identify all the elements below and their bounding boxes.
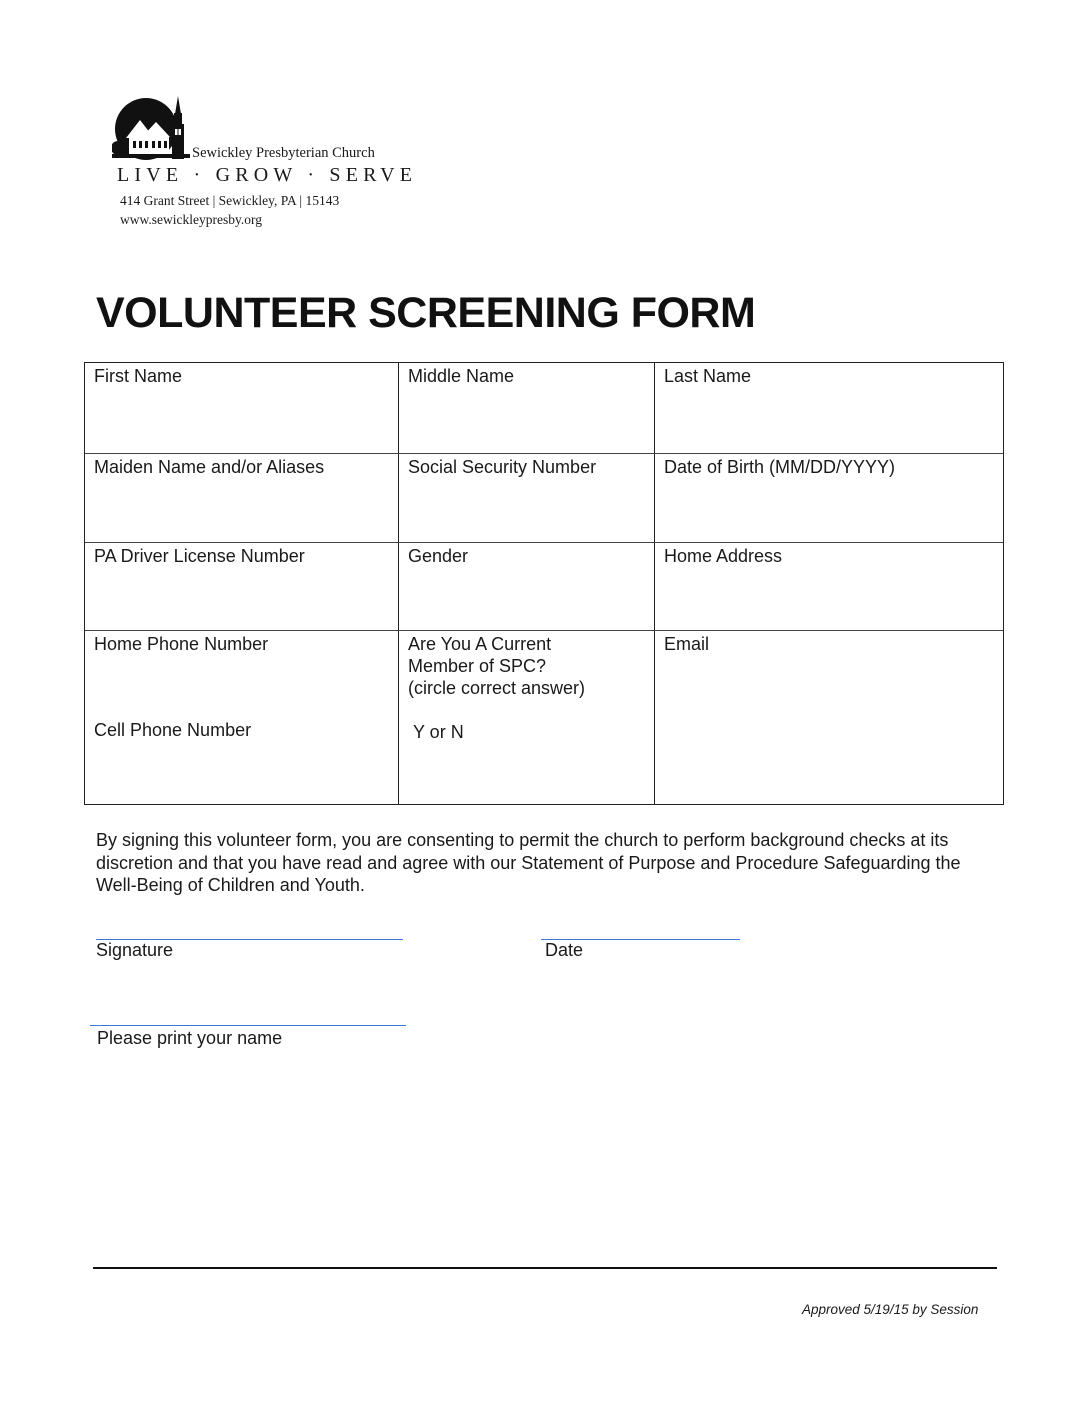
member-question-hint: (circle correct answer) <box>408 678 586 698</box>
home-phone-label: Home Phone Number <box>94 634 269 654</box>
consent-statement: By signing this volunteer form, you are consenting to permit the church to perform background checks at its discretion and that you have read and agree with our Statement of Purpose and Procedure Safeguarding the Well-Being of Children and Youth. <box>96 830 961 895</box>
dob-field[interactable] <box>655 454 1003 542</box>
date-label: Date <box>545 940 584 960</box>
volunteer-form-table <box>84 362 1004 805</box>
gender-label: Gender <box>408 546 469 566</box>
first-name-field[interactable] <box>85 363 398 453</box>
church-name: Sewickley Presbyterian Church <box>192 145 375 161</box>
gender-field[interactable] <box>399 543 654 630</box>
signature-label: Signature <box>96 940 174 960</box>
email-label: Email <box>664 634 710 654</box>
license-label: PA Driver License Number <box>94 546 305 566</box>
member-question-line: Are You A Current <box>408 634 552 654</box>
phone-field[interactable] <box>85 631 398 803</box>
approval-note: Approved 5/19/15 by Session <box>802 1302 979 1317</box>
maiden-name-field[interactable] <box>85 454 398 542</box>
letterhead <box>112 92 418 232</box>
last-name-label: Last Name <box>664 366 752 386</box>
church-address: 414 Grant Street | Sewickley, PA | 15143 <box>120 193 340 208</box>
member-answer-options[interactable]: Y or N <box>413 722 464 742</box>
church-tagline: LIVE · GROW · SERVE <box>117 164 418 186</box>
church-logo-icon <box>112 92 192 162</box>
print-name-label: Please print your name <box>97 1028 283 1048</box>
maiden-name-label: Maiden Name and/or Aliases <box>94 457 325 477</box>
home-address-label: Home Address <box>664 546 783 566</box>
print-name-line[interactable] <box>90 1025 406 1026</box>
ssn-field[interactable] <box>399 454 654 542</box>
page-title: VOLUNTEER SCREENING FORM <box>96 289 756 337</box>
first-name-label: First Name <box>94 366 183 386</box>
middle-name-field[interactable] <box>399 363 654 453</box>
footer-divider <box>93 1267 997 1269</box>
church-website: www.sewickleypresby.org <box>120 212 262 227</box>
ssn-label: Social Security Number <box>408 457 597 477</box>
home-address-field[interactable] <box>655 543 1003 630</box>
member-question-line: Member of SPC? <box>408 656 547 676</box>
middle-name-label: Middle Name <box>408 366 515 386</box>
license-field[interactable] <box>85 543 398 630</box>
member-question-field <box>399 631 654 803</box>
dob-label: Date of Birth (MM/DD/YYYY) <box>664 457 896 477</box>
cell-phone-label: Cell Phone Number <box>94 720 252 740</box>
email-field[interactable] <box>655 631 1003 803</box>
last-name-field[interactable] <box>655 363 1003 453</box>
